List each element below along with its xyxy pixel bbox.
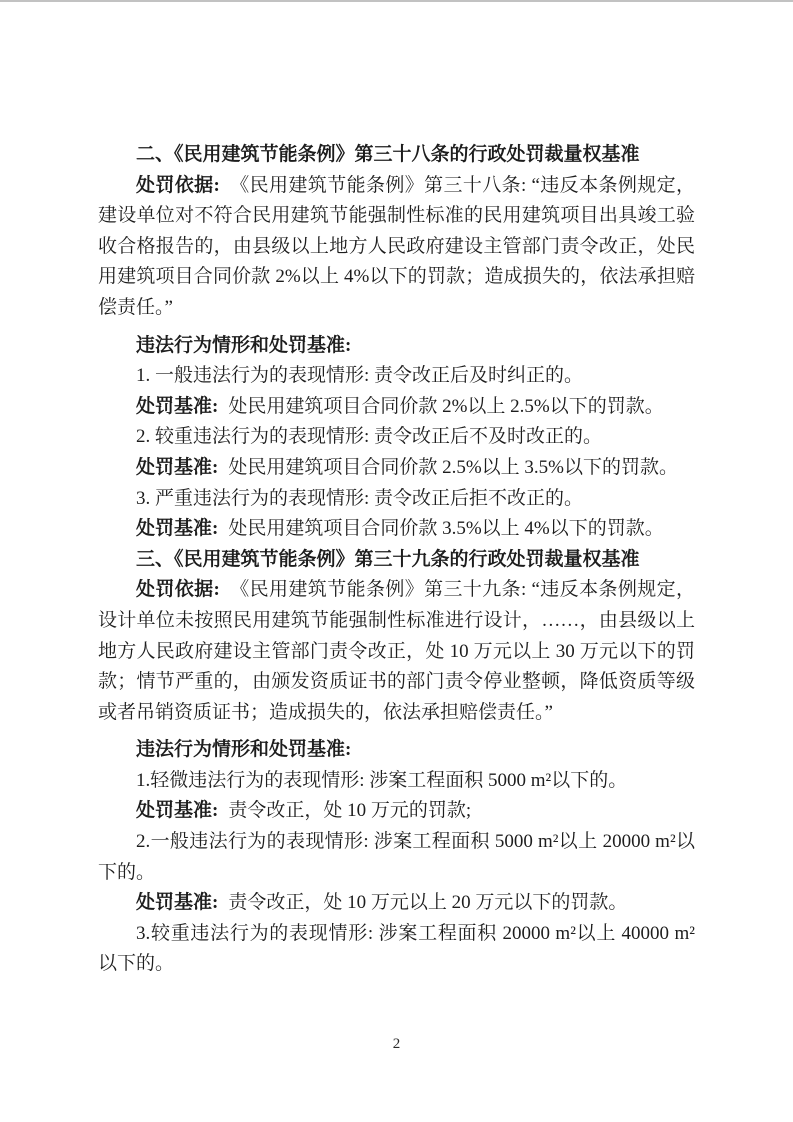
- penalty-basis-text: 《民用建筑节能条例》第三十八条: “违反本条例规定，建设单位对不符合民用建筑节能强制性标准的民用建筑项目出具竣工验收合格报告的，由县级以上地方人民政府建设主管部门责令改正，处民用建筑项目合同价款 2%以上 4%以下的罚款；造成损失的，依法承担赔偿责任。”: [98, 174, 695, 318]
- violation-situation-line: 3.较重违法行为的表现情形: 涉案工程面积 20000 m²以上 40000 m²以下的。: [98, 922, 695, 975]
- penalty-basis-paragraph-article-38: [98, 171, 695, 324]
- section-heading-article-38: 二、《民用建筑节能条例》第三十八条的行政处罚裁量权基准: [136, 144, 640, 165]
- penalty-basis-paragraph-article-39: [98, 575, 695, 728]
- penalty-standard-text: 责令改正，处 10 万元以上 20 万元以下的罚款。: [228, 892, 628, 914]
- penalty-standard-label: 处罚基准:: [136, 892, 219, 914]
- penalty-basis-label: 处罚依据:: [136, 174, 220, 196]
- violation-criteria-subheading: 违法行为情形和处罚基准:: [136, 334, 352, 356]
- penalty-standard-text: 处民用建筑项目合同价款 2%以上 2.5%以下的罚款。: [228, 395, 664, 417]
- violation-situation-line: 1. 一般违法行为的表现情形: 责令改正后及时纠正的。: [136, 365, 584, 387]
- penalty-basis-text: 《民用建筑节能条例》第三十九条: “违反本条例规定，设计单位未按照民用建筑节能强制性标准进行设计，……，由县级以上地方人民政府建设主管部门责令改正，处 10 万元以上 30 万元以下的罚款；情节严重的，由颁发资质证书的部门责令停业整顿，降低资质等级或者吊销资质证书；造成损失的，依法承担赔偿责任。”: [98, 579, 695, 723]
- penalty-standard-label: 处罚基准:: [136, 518, 219, 540]
- violation-situation-line: 1.轻微违法行为的表现情形: 涉案工程面积 5000 m²以下的。: [136, 769, 628, 791]
- penalty-standard-line: [98, 888, 695, 919]
- section-heading-article-39: 三、《民用建筑节能条例》第三十九条的行政处罚裁量权基准: [136, 548, 640, 570]
- violation-situation-line: 3. 严重违法行为的表现情形: 责令改正后拒不改正的。: [136, 487, 584, 509]
- penalty-standard-line: [98, 514, 695, 545]
- penalty-standard-line: [98, 392, 695, 423]
- violation-situation-line: 2.一般违法行为的表现情形: 涉案工程面积 5000 m²以上 20000 m²以下的。: [98, 831, 695, 883]
- page-number: 2: [392, 1036, 401, 1052]
- penalty-basis-label: 处罚依据:: [136, 579, 220, 601]
- document-content: [98, 140, 695, 980]
- penalty-standard-text: 处民用建筑项目合同价款 3.5%以上 4%以下的罚款。: [228, 518, 664, 540]
- penalty-standard-text: 责令改正，处 10 万元的罚款;: [228, 800, 472, 822]
- penalty-standard-line: [98, 796, 695, 827]
- violation-situation-line: 2. 较重违法行为的表现情形: 责令改正后不及时改正的。: [136, 426, 603, 448]
- violation-criteria-subheading: 违法行为情形和处罚基准:: [136, 739, 352, 761]
- penalty-standard-label: 处罚基准:: [136, 800, 219, 822]
- penalty-standard-label: 处罚基准:: [136, 395, 219, 417]
- scan-edge-line: [0, 0, 793, 2]
- penalty-standard-text: 处民用建筑项目合同价款 2.5%以上 3.5%以下的罚款。: [228, 456, 678, 478]
- penalty-standard-line: [98, 453, 695, 484]
- penalty-standard-label: 处罚基准:: [136, 456, 219, 478]
